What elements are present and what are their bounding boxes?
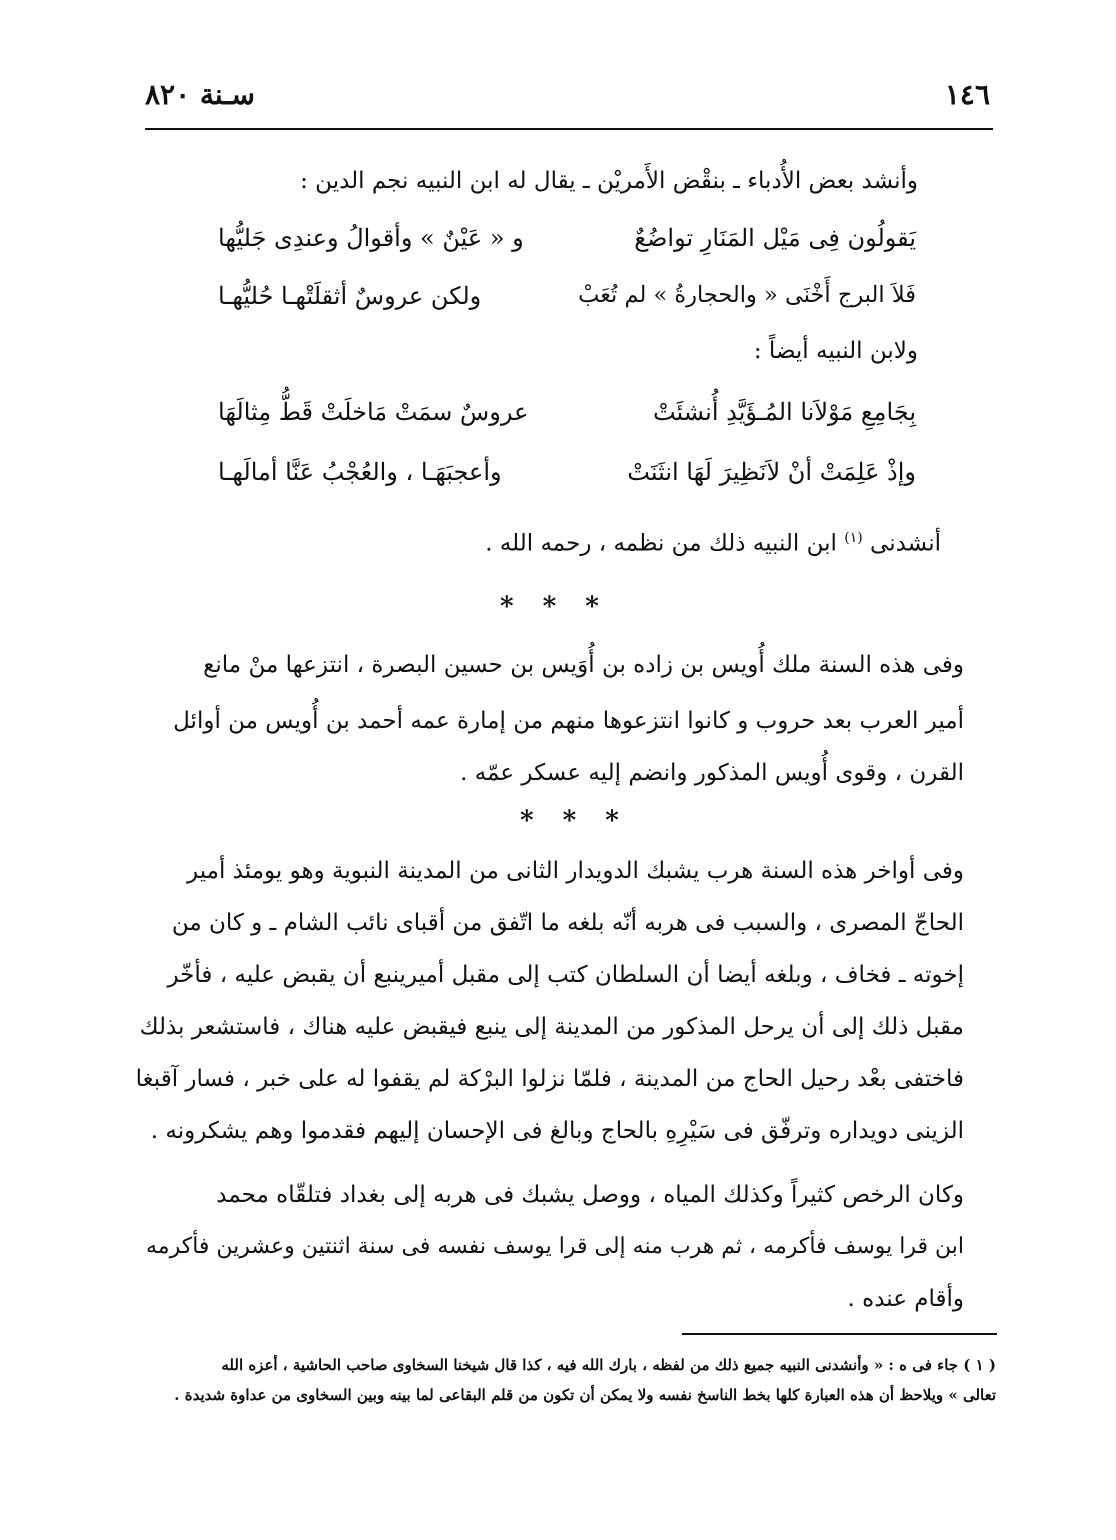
poem2-verse1-hemistich1: بِجَامِعِ مَوْلاَنا المُـؤَيَّدِ أُنشئَتْ	[652, 398, 916, 426]
intro2-line: ولابن النبيه أيضاً :	[753, 338, 918, 364]
running-head: سـنة ٨٢٠	[145, 78, 255, 111]
closing-after-mark: ابن النبيه ذلك من نظمه ، رحمه الله .	[485, 530, 837, 557]
header-rule	[145, 128, 993, 130]
page-number: ١٤٦	[944, 78, 990, 111]
para2-line2: الحاجّ المصرى ، والسبب فى هربه أنّه بلغه ما اتّفق من أقباى نائب الشام ـ و كان من	[171, 910, 964, 936]
poem2-verse2-hemistich1: وإذْ عَلِمَتْ أنْ لاَنَظِيرَ لَهَا انثَنَتْ	[627, 458, 916, 486]
para3-line2: ابن قرا يوسف فأكرمه ، ثم هرب منه إلى قرا يوسف نفسه فى سنة اثنتين وعشرين فأكرمه	[146, 1234, 964, 1259]
para1-line2: أمير العرب بعد حروب و كانوا انتزعوها منهم من إمارة عمه أحمد بن أُويس من أوائل	[173, 708, 964, 734]
footnote-mark: (١)	[844, 530, 863, 546]
para2-line6: الزينى دويداره وترفّق فى سَيْرِهِ بالحاج وبالغ فى الإحسان إليهم فقدموا وهم يشكرونه .	[150, 1118, 964, 1144]
para2-line5: فاختفى بعْد رحيل الحاج من المدينة ، فلمّا نزلوا البرْكة لم يقفوا له على خبر ، فسار آقبغا	[135, 1066, 964, 1092]
footnote-line1: ( ١ ) جاء فى ه : « وأنشدنى النبيه جميع ذلك من لفظه ، بارك الله فيه ، كذا قال شيخنا السخاوى صاحب الحاشية ، أعزه الله	[221, 1356, 996, 1374]
para3-line1: وكان الرخص كثيراً وكذلك المياه ، ووصل يشبك فى هربه إلى بغداد فتلقّاه محمد	[216, 1182, 964, 1208]
poem1-verse1-hemistich1: يَقولُون فِى مَيْل المَنَارِ تواضُعٌ	[634, 224, 916, 252]
closing-before-mark: أنشدنى	[870, 530, 941, 557]
para1-line3: القرن ، وقوى أُويس المذكور وانضم إليه عسكر عمّه .	[460, 760, 964, 786]
footnote-line2: تعالى » ويلاحظ أن هذه العبارة كلها بخط الناسخ نفسه ولا يمكن أن تكون من قلم البقاعى لما بينه وبين السخاوى من عداوة شديدة .	[174, 1386, 996, 1404]
para1-line1: وفى هذه السنة ملك أُويس بن زاده بن أُوَيس بن حسين البصرة ، انتزعها منْ مانع	[203, 652, 964, 678]
page-header	[145, 78, 990, 126]
poem2-verse1-hemistich2: عروسٌ سمَتْ مَاخلَتْ قَطُّ مِثالَهَا	[218, 398, 529, 426]
para2-line1: وفى أواخر هذه السنة هرب يشبك الدويدار الثانى من المدينة النبوية وهو يومئذ أمير	[187, 858, 964, 884]
poem1-verse2-hemistich2: ولكن عروسٌ أثقلَتْهـا حُليُّهـا	[218, 282, 482, 310]
poem1-verse2-hemistich1: فَلاَ البرج أَخْنَى « والحجارةُ » لم تُعَبْ	[578, 282, 916, 308]
para3-line3: وأقام عنده .	[847, 1286, 964, 1312]
section-separator: * * *	[500, 592, 609, 622]
poem2-verse2-hemistich2: وأعجبَهَـا ، والعُجْبُ عَنَّا أمالَهـا	[218, 458, 502, 486]
footnote-rule	[682, 1333, 997, 1335]
section-separator: * * *	[520, 806, 629, 836]
para2-line3: إخوته ـ فخاف ، وبلغه أيضا أن السلطان كتب إلى مقبل أميرينبع أن يقبض عليه ، فأخّر	[167, 962, 964, 988]
closing-line	[485, 530, 941, 557]
para2-line4: مقبل ذلك إلى أن يرحل المذكور من المدينة إلى ينبع فيقبض عليه هناك ، فاستشعر بذلك	[139, 1014, 964, 1040]
poem1-verse1-hemistich2: و « عَيْنٌ » وأقوالُ وعندِى جَليُّها	[218, 224, 524, 252]
intro-line: وأنشد بعض الأُدباء ـ بنقْض الأَمريْن ـ يقال له ابن النبيه نجم الدين :	[300, 168, 918, 194]
